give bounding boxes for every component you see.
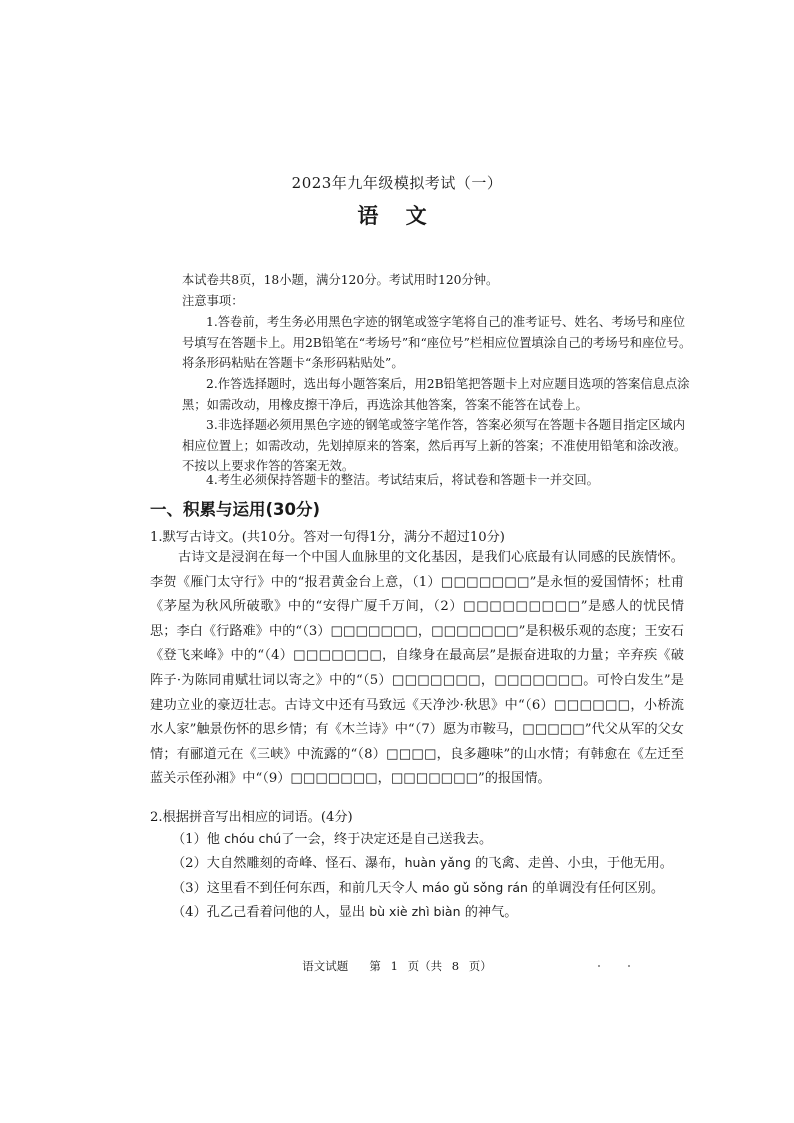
item-text: （4）孔乙己看着问他的人，显出 bbox=[172, 905, 370, 921]
question-1-title: 1.默写古诗文。(共10分。答对一句得1分，满分不超过10分) bbox=[150, 530, 505, 545]
exam-title: 2023年九年级模拟考试（一） bbox=[291, 174, 503, 192]
item-text: 的飞禽、走兽、小虫，于他无用。 bbox=[470, 856, 673, 872]
scan-speck bbox=[628, 965, 630, 967]
notice-heading: 注意事项： bbox=[182, 294, 244, 309]
question-2-title: 2.根据拼音写出相应的词语。(4分) bbox=[150, 810, 353, 825]
list-item bbox=[172, 851, 692, 875]
pinyin-prompt: huàn yǎng bbox=[404, 855, 471, 871]
item-text: （3）这里看不到任何东西，和前几天令人 bbox=[172, 880, 422, 896]
page-footer: 语文试题 第 1 页（共 8 页） bbox=[302, 959, 492, 973]
subject-title: 语 文 bbox=[357, 204, 437, 228]
list-item bbox=[172, 876, 692, 900]
pinyin-prompt: máo gǔ sǒng rán bbox=[421, 879, 528, 895]
item-text: 了一会，终于决定还是自己送我去。 bbox=[281, 832, 493, 847]
list-item bbox=[172, 827, 692, 851]
notice-item: 1.答卷前，考生务必用黑色字迹的钢笔或签字笔将自己的准考证号、姓名、考场号和座位号填写在答题卡上。用2B铅笔在“考场号”和“座位号”栏相应位置填涂自己的考场号和座位号。将条形码粘贴在答题卡“条形码粘贴处”。 bbox=[182, 315, 692, 371]
item-text: 的单调没有任何区别。 bbox=[527, 880, 665, 896]
notice-intro: 本试卷共8页，18小题，满分120分。考试用时120分钟。 bbox=[182, 273, 499, 288]
question-2-list bbox=[172, 827, 692, 925]
item-text: （1）他 bbox=[172, 832, 225, 847]
pinyin-prompt: bù xiè zhì biàn bbox=[369, 904, 461, 920]
notice-item: 4.考生必须保持答题卡的整洁。考试结束后，将试卷和答题卡一并交回。 bbox=[206, 473, 599, 488]
item-text: 的神气。 bbox=[460, 905, 518, 921]
scan-speck bbox=[598, 965, 600, 967]
pinyin-prompt: chóu chú bbox=[224, 831, 282, 846]
list-item bbox=[172, 900, 692, 924]
notice-item: 2.作答选择题时，选出每小题答案后，用2B铅笔把答题卡上对应题目选项的答案信息点涂黑；如需改动，用橡皮擦干净后，再选涂其他答案，答案不能答在试卷上。 bbox=[182, 377, 690, 412]
question-1-passage: 古诗文是浸润在每一个中国人血脉里的文化基因，是我们心底最有认同感的民族情怀。李贺《雁门太守行》中的“报君黄金台上意，（1）□□□□□□□”是永恒的爱国情怀；杜甫《茅屋为秋风所破歌》中的“安得广厦千万间，（2）□□□□□□□□□”是感人的忧民情思；李白《行路难》中的“（3）□□□□□□□，□□□□□□□”是积极乐观的态度；王安石《登飞来峰》中的“（4）□□□□□□□，自缘身在最高层”是振奋进取的力量；辛弃疾《破阵子·为陈同甫赋壮词以寄之》中的“（5）□□□□□□□，□□□□□□□。可怜白发生”是建功立业的豪迈壮志。古诗文中还有马致远《天净沙·秋思》中“（6）□□□□□□，小桥流水人家”触景伤怀的思乡情；有《木兰诗》中“（7）愿为市鞍马，□□□□□”代父从军的父女情；有郦道元在《三峡》中流露的“（8）□□□□，良多趣味”的山水情；有韩愈在《左迁至蓝关示侄孙湘》中“（9）□□□□□□□，□□□□□□□”的报国情。 bbox=[150, 550, 684, 787]
notice-item: 3.非选择题必须用黑色字迹的钢笔或签字笔作答，答案必须写在答题卡各题目指定区域内相应位置上；如需改动，先划掉原来的答案，然后再写上新的答案；不准使用铅笔和涂改液。不按以上要求作答的答案无效。 bbox=[182, 418, 687, 474]
item-text: （2）大自然雕刻的奇峰、怪石、瀑布， bbox=[172, 856, 405, 872]
section-title: 一、积累与运用(30分) bbox=[150, 500, 321, 519]
